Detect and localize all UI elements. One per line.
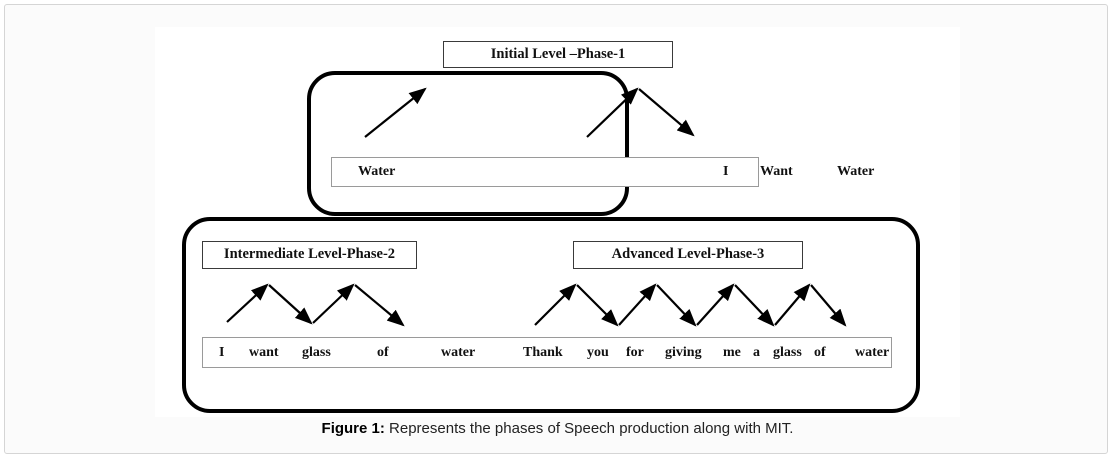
word: want (249, 344, 279, 360)
word: a (753, 344, 760, 360)
word: Want (760, 164, 793, 179)
word: of (814, 344, 826, 360)
word: me (723, 344, 741, 360)
word: I (723, 164, 729, 179)
word: of (377, 344, 389, 360)
word: water (855, 344, 890, 360)
word: Water (358, 164, 396, 179)
figure-caption-label: Figure 1: (321, 420, 385, 437)
word: I (219, 344, 225, 360)
figure-caption (155, 420, 960, 437)
word: for (626, 344, 644, 360)
label-initial-level-phase-1: Initial Level –Phase-1 (443, 41, 673, 68)
figure-caption-text: Represents the phases of Speech production along with MIT. (384, 420, 794, 437)
label-advanced-level-phase-3: Advanced Level-Phase-3 (573, 241, 803, 269)
word: Thank (523, 344, 563, 360)
word: water (441, 344, 476, 360)
word: glass (773, 344, 802, 360)
word: you (587, 344, 609, 360)
word: Water (837, 164, 875, 179)
text-strip-phase-1 (331, 157, 875, 187)
word: glass (302, 344, 331, 360)
text-strip-phase-2-3 (202, 337, 892, 368)
word: giving (665, 344, 702, 360)
figure-canvas (155, 27, 960, 417)
label-intermediate-level-phase-2: Intermediate Level-Phase-2 (202, 241, 417, 269)
group-box-phase-1 (307, 71, 629, 216)
